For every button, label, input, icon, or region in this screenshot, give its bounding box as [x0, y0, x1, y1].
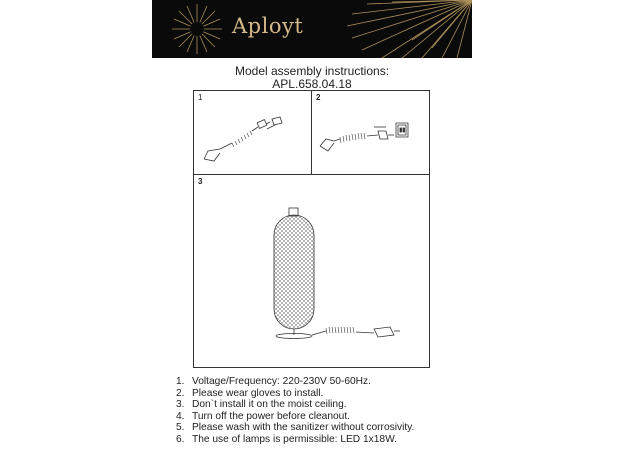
- instruction-number: 3.: [176, 399, 185, 411]
- step-1-panel: [193, 90, 312, 175]
- instruction-item: [176, 388, 414, 400]
- step-2-number: 2: [316, 93, 321, 102]
- instruction-text: Please wash with the sanitizer without corrosivity.: [192, 422, 415, 434]
- brand-banner: [152, 0, 472, 58]
- instruction-item: [176, 422, 414, 434]
- instruction-text: Don`t install it on the moist ceiling.: [192, 399, 347, 411]
- instruction-text: Please wear gloves to install.: [192, 387, 324, 399]
- plug-cable-illustration: [194, 91, 313, 176]
- instruction-text: The use of lamps is permissible: LED 1x18W.: [192, 433, 397, 445]
- document-title: Model assembly instructions:: [234, 64, 390, 78]
- instruction-item: [176, 434, 414, 446]
- instruction-number: 1.: [176, 376, 185, 387]
- instruction-item: [176, 376, 414, 388]
- brand-logo-text: Aployt: [232, 14, 304, 38]
- model-number: APL.658.04.18: [272, 77, 352, 91]
- socket-illustration: [312, 91, 431, 176]
- sunburst-decoration: [152, 0, 472, 58]
- step-3-number: 3: [198, 177, 203, 186]
- instruction-text: Turn off the power before cleanout.: [192, 410, 351, 422]
- instruction-text: Voltage/Frequency: 220-230V 50-60Hz.: [192, 376, 371, 387]
- instruction-item: [176, 411, 414, 423]
- step-3-panel: [193, 174, 430, 368]
- step-2-panel: [311, 90, 430, 175]
- instruction-number: 2.: [176, 387, 185, 399]
- step-1-number: 1: [198, 93, 203, 102]
- instruction-number: 4.: [176, 410, 185, 422]
- floor-lamp-illustration: [194, 175, 431, 369]
- instruction-number: 5.: [176, 422, 185, 434]
- instruction-number: 6.: [176, 433, 185, 445]
- instruction-item: [176, 399, 414, 411]
- instructions-list: [176, 376, 414, 446]
